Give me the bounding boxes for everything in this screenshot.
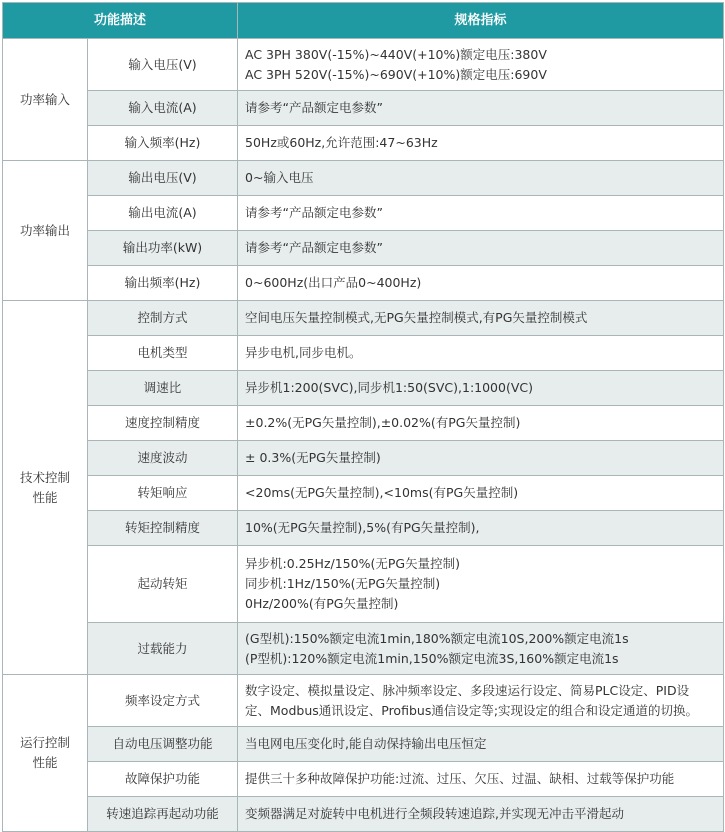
category-power-input: 功率输入: [3, 39, 88, 161]
row-value: 空间电压矢量控制模式,无PG矢量控制模式,有PG矢量控制模式: [238, 301, 724, 336]
row-value: 0~输入电压: [238, 161, 724, 196]
row-label: 频率设定方式: [88, 675, 238, 727]
row-label: 转矩控制精度: [88, 511, 238, 546]
table-row: [3, 476, 724, 511]
row-label: 过载能力: [88, 623, 238, 675]
row-label: 输出电流(A): [88, 196, 238, 231]
row-value: 变频器满足对旋转中电机进行全频段转速追踪,并实现无冲击平滑起动: [238, 797, 724, 832]
row-label: 自动电压调整功能: [88, 727, 238, 762]
row-label: 输入电流(A): [88, 91, 238, 126]
table-row: [3, 91, 724, 126]
row-value: 请参考“产品额定电参数”: [238, 91, 724, 126]
row-value: ± 0.3%(无PG矢量控制): [238, 441, 724, 476]
table-row: [3, 623, 724, 675]
table-row: [3, 511, 724, 546]
spec-table: [2, 2, 724, 832]
row-label: 速度波动: [88, 441, 238, 476]
header-function: 功能描述: [3, 3, 238, 39]
table-row: [3, 675, 724, 727]
table-row: [3, 441, 724, 476]
table-row: [3, 727, 724, 762]
row-label: 输出频率(Hz): [88, 266, 238, 301]
row-value: 请参考“产品额定电参数”: [238, 231, 724, 266]
row-label: 转矩响应: [88, 476, 238, 511]
table-row: [3, 231, 724, 266]
row-value: ±0.2%(无PG矢量控制),±0.02%(有PG矢量控制): [238, 406, 724, 441]
table-row: [3, 797, 724, 832]
row-value: 0~600Hz(出口产品0~400Hz): [238, 266, 724, 301]
header-row: [3, 3, 724, 39]
row-value: 10%(无PG矢量控制),5%(有PG矢量控制),: [238, 511, 724, 546]
category-tech-control: 技术控制 性能: [3, 301, 88, 675]
row-label: 输入电压(V): [88, 39, 238, 91]
row-value: 请参考“产品额定电参数”: [238, 196, 724, 231]
row-value: 异步电机,同步电机。: [238, 336, 724, 371]
table-row: [3, 762, 724, 797]
row-value: <20ms(无PG矢量控制),<10ms(有PG矢量控制): [238, 476, 724, 511]
row-label: 故障保护功能: [88, 762, 238, 797]
header-spec: 规格指标: [238, 3, 724, 39]
row-value: 异步机1:200(SVC),同步机1:50(SVC),1:1000(VC): [238, 371, 724, 406]
row-label: 调速比: [88, 371, 238, 406]
table-row: [3, 301, 724, 336]
row-label: 转速追踪再起动功能: [88, 797, 238, 832]
table-row: [3, 546, 724, 623]
row-label: 输出电压(V): [88, 161, 238, 196]
row-value: 提供三十多种故障保护功能:过流、过压、欠压、过温、缺相、过载等保护功能: [238, 762, 724, 797]
row-label: 速度控制精度: [88, 406, 238, 441]
table-row: [3, 336, 724, 371]
row-value: 50Hz或60Hz,允许范围:47~63Hz: [238, 126, 724, 161]
category-run-control: 运行控制 性能: [3, 675, 88, 832]
table-row: [3, 196, 724, 231]
row-label: 输入频率(Hz): [88, 126, 238, 161]
row-value: 数字设定、模拟量设定、脉冲频率设定、多段速运行设定、简易PLC设定、PID设 定、Modbus通讯设定、Profibus通信设定等;实现设定的组合和设定通道的切换。: [238, 675, 724, 727]
row-value: 异步机:0.25Hz/150%(无PG矢量控制) 同步机:1Hz/150%(无PG矢量控制) 0Hz/200%(有PG矢量控制): [238, 546, 724, 623]
table-row: [3, 406, 724, 441]
row-value: 当电网电压变化时,能自动保持输出电压恒定: [238, 727, 724, 762]
table-row: [3, 371, 724, 406]
row-label: 起动转矩: [88, 546, 238, 623]
row-value: (G型机):150%额定电流1min,180%额定电流10S,200%额定电流1s (P型机):120%额定电流1min,150%额定电流3S,160%额定电流1s: [238, 623, 724, 675]
table-row: [3, 39, 724, 91]
table-row: [3, 126, 724, 161]
row-label: 电机类型: [88, 336, 238, 371]
row-label: 输出功率(kW): [88, 231, 238, 266]
category-power-output: 功率输出: [3, 161, 88, 301]
table-row: [3, 161, 724, 196]
row-label: 控制方式: [88, 301, 238, 336]
table-row: [3, 266, 724, 301]
row-value: AC 3PH 380V(-15%)~440V(+10%)额定电压:380V AC 3PH 520V(-15%)~690V(+10%)额定电压:690V: [238, 39, 724, 91]
